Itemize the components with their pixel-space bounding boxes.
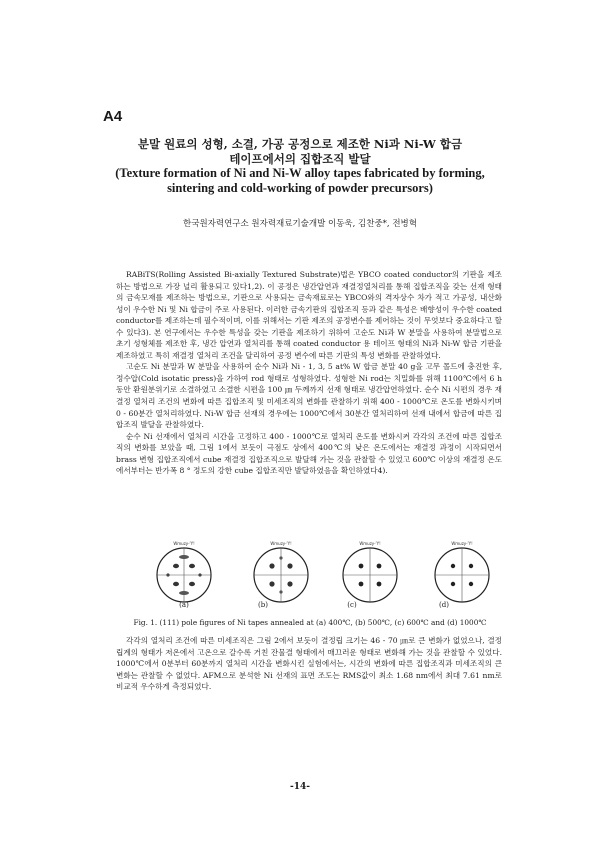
pole-figure-header-c: Wmuzy-'Y! — [359, 541, 381, 546]
title-english-line-2: sintering and cold-working of powder precursors) — [167, 181, 433, 195]
pole-figure-d — [435, 548, 489, 602]
section-code: A4 — [103, 108, 123, 125]
pole-figure-b — [254, 548, 308, 602]
body-section-2 — [116, 635, 502, 693]
pole-figure-header-a: Wmuzy-'Y! — [173, 541, 195, 546]
panel-label-c: (c) — [347, 601, 357, 609]
paragraph-method: 고순도 Ni 분말과 W 분말을 사용하여 순수 Ni과 Ni - 1, 3, 5 at% W 합금 분말 40 g을 고무 몰드에 충진한 후, 정수압(Cold isotatic press)을 가하여 rod 형태로 성형하였다. 성형한 Ni rod는 치밀화를 위해 1100℃에서 6 h 동안 환원분위기로 소결하였고 소결한 시편을 100 ㎛ 두께까지 선재 형태로 냉간압연하였다. 순수 Ni 시편의 경우 재결정 열처리 조건의 변화에 따른 집합조직 및 미세조직의 변화를 관찰하기 위해 400 - 1000℃로 온도를 변화시키며 0 - 60분간 열처리하였다. Ni-W 합금 선재의 경우에는 1000℃에서 30분간 열처리하여 선재 내에서 합금에 따른 집합조직 발달을 관찰하였다. — [116, 362, 502, 430]
panel-label-a: (a) — [179, 601, 189, 609]
body-section-1 — [116, 269, 502, 477]
title-korean-line-1: 분말 원료의 성형, 소결, 가공 공정으로 제조한 Ni과 Ni-W 합금 — [137, 137, 463, 151]
pole-figure-header-b: Wmuzy-'Y! — [270, 541, 292, 546]
paragraph-microstructure: 각각의 열처리 조건에 따른 미세조직은 그림 2에서 보듯이 결정립 크기는 46 - 70 ㎛로 큰 변화가 없었으나, 결정립계의 형태가 저온에서 고온으로 갈수록 거친 잔물결 형태에서 매끄러운 형태로 변화해 가는 것을 관찰할 수 있었다. 1000℃에서 0분부터 60분까지 열처리 시간을 변화시킨 실험에서는, 시간의 변화에 따른 집합조직과 미세조직의 큰 변화는 관찰할 수 없었다. AFM으로 분석한 Ni 선재의 표면 조도는 RMS값이 최소 1.68 nm에서 최대 7.61 nm로 비교적 우수하게 측정되었다. — [116, 636, 502, 692]
panel-label-d: (d) — [439, 601, 449, 609]
pole-figure-header-d: Wmuzy-'Y! — [451, 541, 473, 546]
pole-figure-a — [157, 548, 211, 602]
authors: 한국원자력연구소 원자력재료기술개발 이동욱, 김찬중*, 전병혁 — [183, 219, 417, 229]
figure-pole-figures — [156, 533, 500, 613]
pole-figure-c — [343, 548, 397, 602]
title-english-line-1: (Texture formation of Ni and Ni-W alloy tapes fabricated by forming, — [115, 166, 485, 180]
page-number: -14- — [290, 782, 310, 792]
panel-label-b: (b) — [258, 601, 268, 609]
figure-caption: Fig. 1. (111) pole figures of Ni tapes annealed at (a) 400℃, (b) 500℃, (c) 600℃ and (d) 1000℃ — [133, 618, 487, 627]
title-korean-line-2: 테이프에서의 집합조직 발달 — [229, 152, 371, 166]
paragraph-intro: RABiTS(Rolling Assisted Bi-axially Textured Substrate)법은 YBCO coated conductor의 기판을 제조하는 방법으로 가장 널리 활용되고 있다1,2). 이 공정은 냉간압연과 재결정열처리를 통해 집합조직을 갖는 선재 형태의 금속모재를 제조하는 방법으로, 기판으로 사용되는 금속재료로는 YBCO와의 격자상수 차가 적고 가공성, 내산화성이 우수한 Ni 및 Ni 합금이 주로 사용된다. 이러한 금속기판의 집합조직 등과 같은 특성은 배향성이 우수한 coated conductor를 제조하는데 필수적이며, 이를 위해서는 기판 제조의 공정변수를 제어하는 것이 무엇보다 중요하다고 할 수 있다3). 본 연구에서는 우수한 특성을 갖는 기판을 제조하기 위하여 고순도 Ni과 W 분말을 사용하여 분말법으로 초기 성형체를 제조한 후, 냉간 압연과 열처리를 통해 coated conductor 용 테이프 형태의 Ni과 Ni-W 합금 기판을 제조하였고 특히 재결정 열처리 조건을 달리하여 공정 변수에 따른 기판의 특성 변화를 관찰하였다. — [116, 270, 502, 360]
paragraph-result: 순수 Ni 선재에서 열처리 시간을 고정하고 400 - 1000℃로 열처리 온도를 변화시켜 각각의 조건에 따른 집합조직의 변화를 보았을 때, 그림 1에서 보듯이 극점도 상에서 400℃의 낮은 온도에서는 재결정 과정이 시작되면서 brass 변형 집합조직에서 cube 재결정 집합조직으로 발달해 가는 것을 관찰할 수 있었고 600℃ 이상의 재결정 온도에서부터는 반가폭 8 ° 정도의 강한 cube 집합조직만 발달하였음을 확인하였다4). — [116, 431, 502, 476]
